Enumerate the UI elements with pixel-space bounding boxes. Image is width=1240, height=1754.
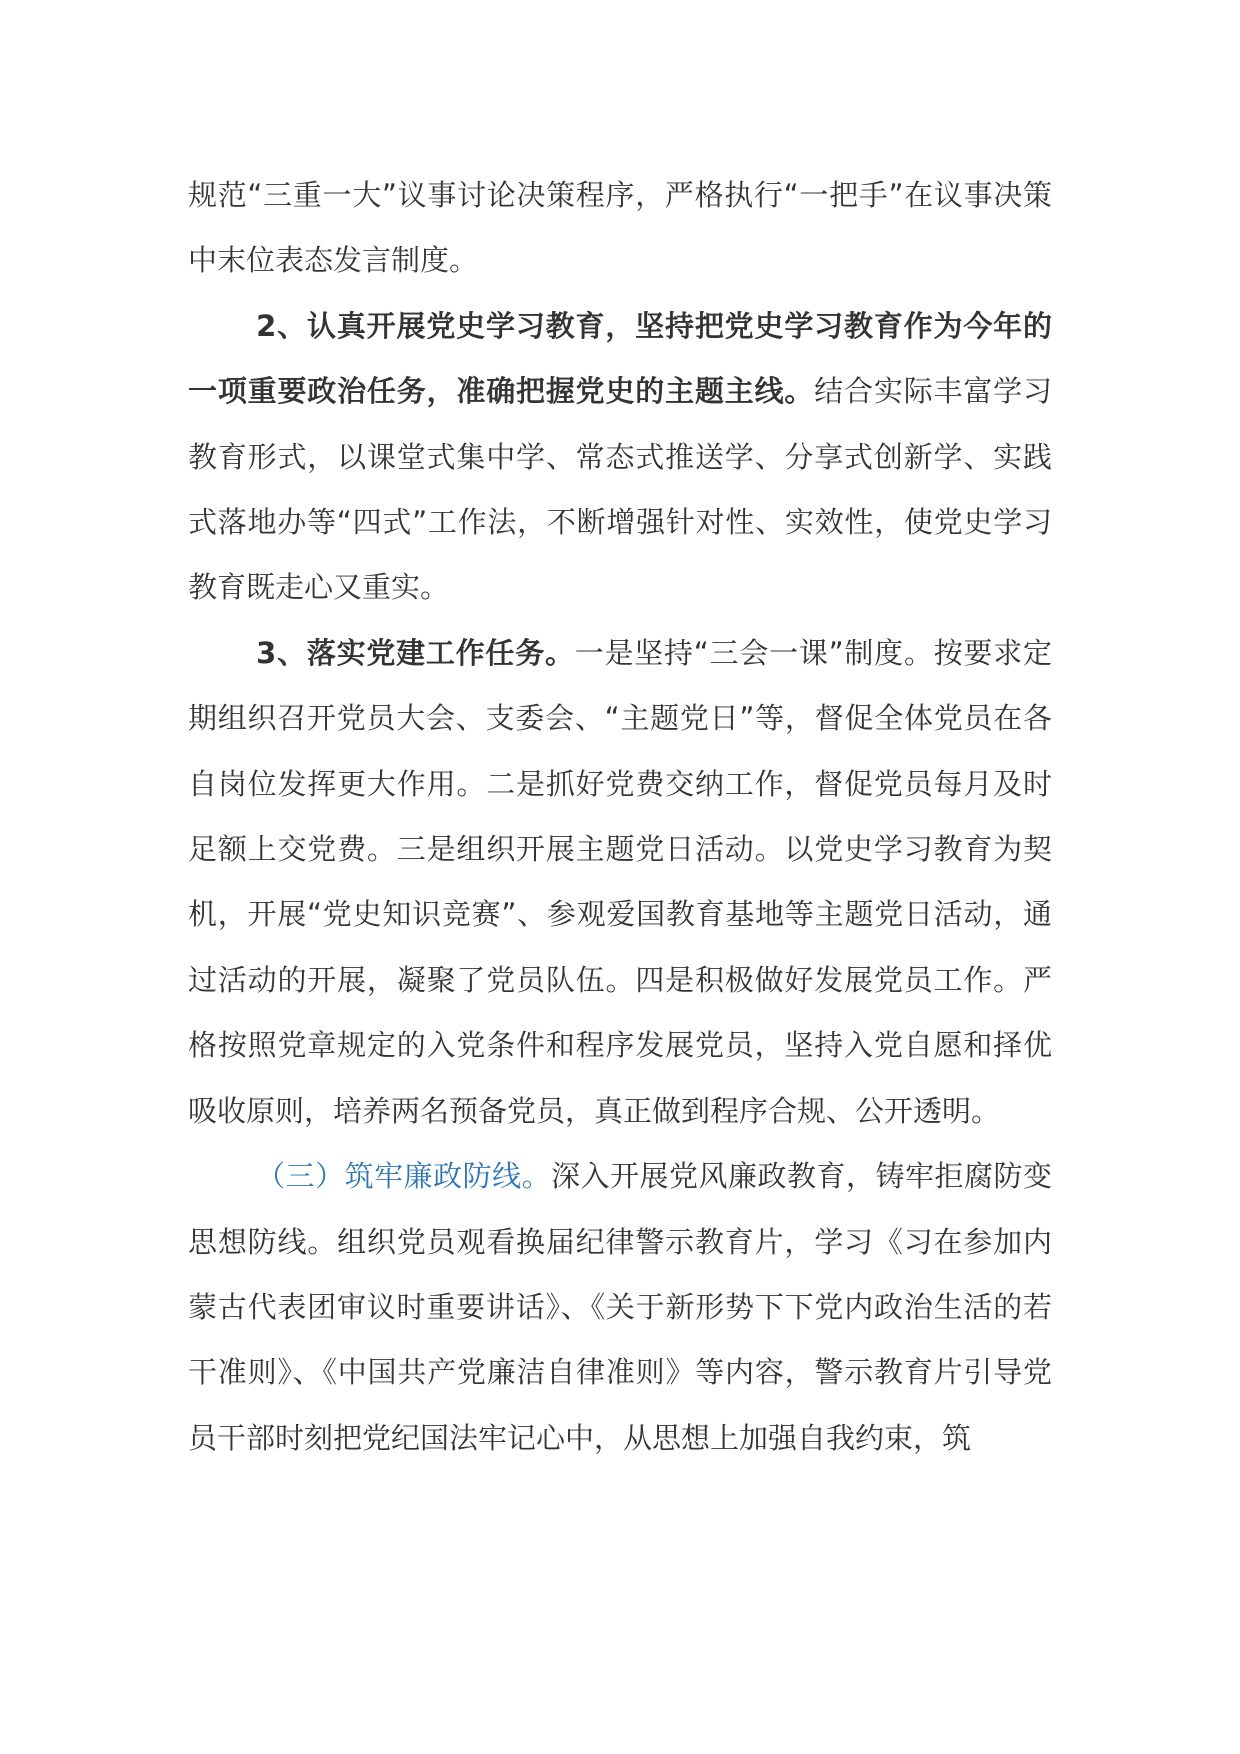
paragraph-text: 一是坚持“三会一课”制度。按要求定期组织召开党员大会、支委会、“主题党日”等，督促全体党员在各自岗位发挥更大作用。二是抓好党费交纳工作，督促党员每月及时足额上交党费。三是组织开展主题党日活动。以党史学习教育为契机，开展“党史知识竞赛”、参观爱国教育基地等主题党日活动，通过活动的开展，凝聚了党员队伍。四是积极做好发展党员工作。严格按照党章规定的入党条件和程序发展党员，坚持入党自愿和择优吸收原则，培养两名预备党员，真正做到程序合规、公开透明。 xyxy=(188,635,1052,1128)
paragraph-integrity-defense xyxy=(188,1144,1052,1471)
paragraph-text: 规范“三重一大”议事讨论决策程序，严格执行“一把手”在议事决策中末位表态发言制度。 xyxy=(188,178,1052,278)
paragraph-heading: 3、落实党建工作任务。 xyxy=(256,635,575,670)
paragraph-party-building-tasks xyxy=(188,621,1052,1144)
paragraph-party-history-education xyxy=(188,294,1052,621)
paragraph-text: 深入开展党风廉政教育，铸牢拒腐防变思想防线。组织党员观看换届纪律警示教育片，学习《习在参加内蒙古代表团审议时重要讲话》、《关于新形势下下党内政治生活的若干准则》、《中国共产党廉洁自律准则》等内容，警示教育片引导党员干部时刻把党纪国法牢记心中，从思想上加强自我约束，筑 xyxy=(188,1159,1052,1455)
paragraph-decision-procedure xyxy=(188,163,1052,294)
document-body xyxy=(188,163,1052,1471)
paragraph-heading: 2、认真开展党史学习教育，坚持把党史学习教育作为今年的一项重要政治任务，准确把握党史的主题主线。 xyxy=(188,308,1052,409)
paragraph-text: 结合实际丰富学习教育形式，以课堂式集中学、常态式推送学、分享式创新学、实践式落地办等“四式”工作法，不断增强针对性、实效性，使党史学习教育既走心又重实。 xyxy=(188,374,1052,605)
section-heading: （三）筑牢廉政防线。 xyxy=(256,1159,552,1194)
